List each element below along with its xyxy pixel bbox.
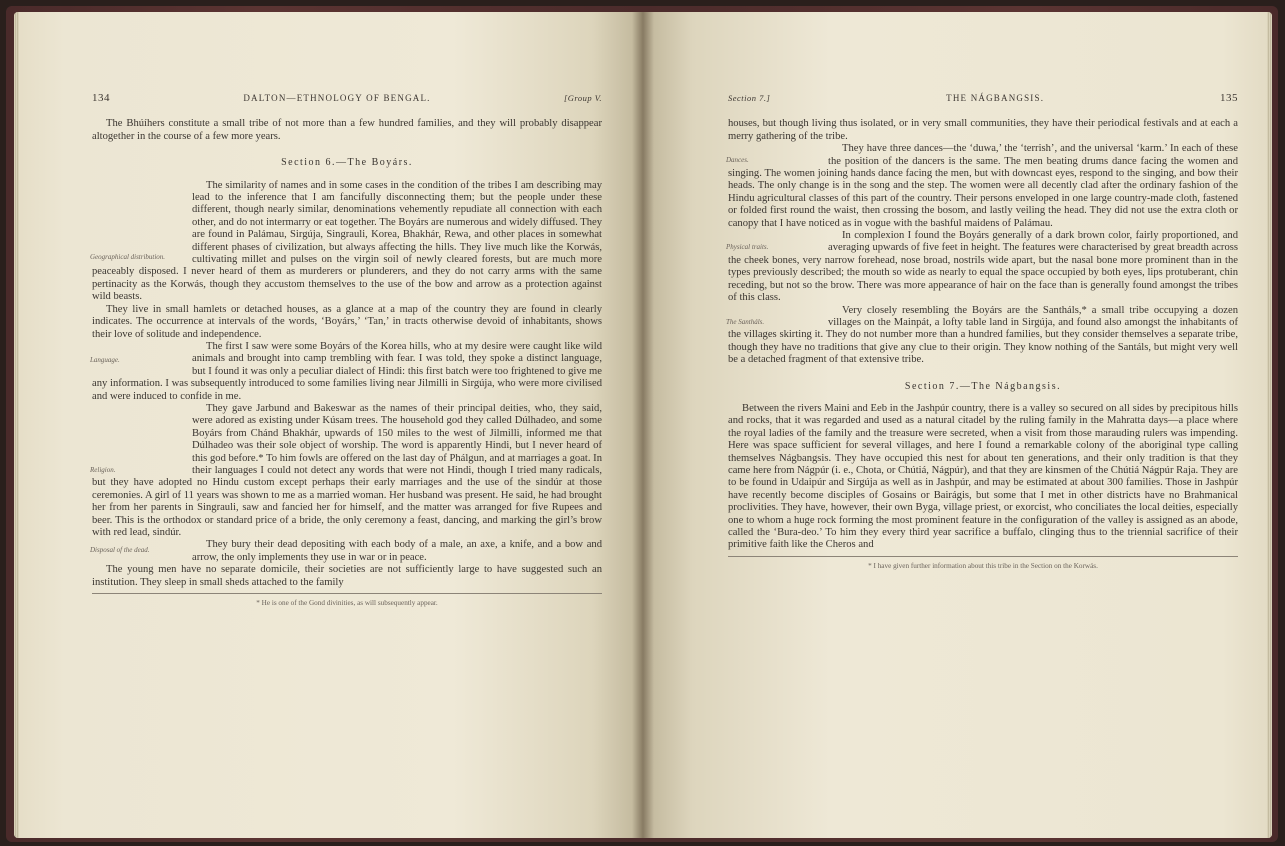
right-paragraph-1: houses, but though living thus isolated, or in very small communities, they have their periodical festivals and at each a merry gathering of the tribe. bbox=[728, 118, 1238, 142]
left-page-number: 134 bbox=[92, 92, 110, 104]
left-paragraph-5 bbox=[92, 539, 602, 564]
right-section-title: Section 7.—The Nágbangsis. bbox=[904, 380, 1062, 392]
right-footnote: * I have given further information about this tribe in the Section on the Korwás. bbox=[868, 561, 1098, 570]
open-book bbox=[14, 12, 1272, 838]
left-footnote-rule bbox=[92, 593, 602, 594]
left-opening-paragraph: The Bhúíhers constitute a small tribe of not more than a few hundred families, and they will probably disappear altogether in the course of a few more years. bbox=[92, 118, 602, 142]
left-paragraph-1 bbox=[92, 180, 602, 304]
left-page bbox=[14, 12, 642, 838]
margin-note-language: Language. bbox=[90, 355, 120, 364]
margin-note-geo: Geographical distribution. bbox=[90, 252, 166, 261]
right-section-ref: Section 7.] bbox=[728, 93, 771, 103]
left-paragraph-3-text: The first I saw were some Boyárs of the Korea hills, who at my desire were caught like wild animals and brought into camp trembling with fear. I was told, they spoke a distinct language, but I found it was only a peculiar dialect of Hindi: this first batch were too frightened to give me any information. I was subsequently introduced to some families living near Jilmilli in Sirgúja, who were more civilised and were induced to confide in me. bbox=[92, 340, 602, 402]
left-paragraph-6: The young men have no separate domicile, their societies are not sufficiently large to have suggested such an institution. They sleep in small sheds attached to the family bbox=[92, 564, 602, 588]
left-paragraph-5-text: They bury their dead depositing with each body of a male, an axe, a knife, and a bow and arrow, the only implements they use in war or in peace. bbox=[192, 539, 602, 563]
left-running-title: DALTON—ETHNOLOGY OF BENGAL. bbox=[243, 93, 431, 103]
left-text-block bbox=[92, 92, 602, 609]
right-page bbox=[642, 12, 1272, 838]
right-running-title: THE NÁGBANGSIS. bbox=[946, 93, 1045, 103]
left-footnote: * He is one of the Gond divinities, as will subsequently appear. bbox=[256, 599, 438, 608]
margin-note-religion: Religion. bbox=[90, 465, 116, 474]
right-page-number: 135 bbox=[1220, 92, 1238, 104]
book-gutter bbox=[632, 12, 654, 838]
left-section-ref: [Group V. bbox=[563, 93, 602, 103]
right-footnote-rule bbox=[728, 556, 1238, 557]
right-text-block bbox=[728, 92, 1238, 572]
right-paragraph-3-text: In complexion I found the Boyárs generally of a dark brown color, fairly proportioned, and averaging upwards of five feet in height. The features were characterised by great breadth across the cheek bones, very narrow forehead, nose broad, nostrils wide apart, but the nasal bone more prominent than in the types previously described; the mouth so wide as nearly to equal the space occupied by both eyes, lips protuberant, chin receding, but not so the brow. There was more appearance of hair on the face than is generally found amongst the tribes of this class. bbox=[728, 230, 1238, 304]
margin-note-physical: Physical traits. bbox=[726, 243, 769, 252]
left-paragraph-4 bbox=[92, 403, 602, 539]
right-paragraph-4 bbox=[728, 305, 1238, 367]
left-paragraph-4-text: They gave Jarbund and Bakeswar as the names of their principal deities, who, they said, were adored as existing under Kúsam trees. The household god they called Dúlhadeo, and some Boyárs from Chánd Bhakhár, upwards of 150 miles to the west of Jilmilli, informed me that Dúlhadeo was their sole object of worship. The word is apparently Hindi, but I never heard of this god before.* To him fowls are offered on the last day of Phálgun, and at marriages a goat. In their languages I could not detect any words that were not Hindi, though I tried many radicals, but they have adopted no Hindu custom except perhaps their early marriages and the use of the sindúr at those ceremonies. A girl of 11 years was shown to me as a married woman. Her husband was present. He said, he had brought her from her parents in Singrauli, saw and fancied her for himself, and the matter was arranged for five Rupees and beer. This is the orthodox or standard price of a bride, the only ceremony a feast, dancing, and marking the girl’s brow with red lead, sindúr. bbox=[92, 402, 602, 538]
right-paragraph-2-text: They have three dances—the ‘duwa,’ the ‘terrish’, and the universal ‘karm.’ In each of these the position of the dancers is the same. The men beating drums dance facing the women and singing. The women joining hands dance facing the men, but with downcast eyes, respond to the singing, and bow their heads. The only change is in the song and the step. The women were all decently clad after the ordinary fashion of the Hindu agricultural classes of this part of the country. Their persons enveloped in one large country-made cloth, fastened or folded first round the waist, then crossing the bosom, and lastly veiling the head. They did not use the extra cloth or canopy that I have noticed as in vogue with the bashful maidens of Palámau. bbox=[728, 143, 1238, 229]
margin-note-dances: Dances. bbox=[726, 156, 749, 165]
margin-note-santhals: The Santháls. bbox=[726, 317, 765, 326]
left-paragraph-2: They live in small hamlets or detached houses, as a glance at a map of the country they are found in clearly indicates. The occurrence at intervals of the words, ‘Boyárs,’ ‘Tan,’ in tracts otherwise devoid of inhabitants, shows their love of solitude and independence. bbox=[92, 303, 602, 340]
right-paragraph-2 bbox=[728, 143, 1238, 230]
right-paragraph-4-text: Very closely resembling the Boyárs are the Santháls,* a small tribe occupying a dozen villages on the Mainpát, a lofty table land in Sirgúja, and found also amongst the inhabitants of the villages skirting it. They do not number more than a hundred families, but they consider themselves a separate tribe, though they have no traditions that give any clue to their origin. They know nothing of the Santáls, but might very well be a detached fragment of that extensive tribe. bbox=[728, 304, 1238, 366]
right-header bbox=[728, 92, 1238, 104]
left-header bbox=[92, 92, 602, 104]
right-paragraph-5: Between the rivers Maini and Eeb in the Jashpúr country, there is a valley so secured on all sides by precipitous hills and rocks, that it was regarded and used as a natural citadel by the ruling family in the Mahratta days—a place where the royal ladies of the family and the treasure were secreted, when a visit from those marauding rulers was impending. Here was space sufficient for several villages, and here I found a remarkable colony of the aboriginal type calling themselves Nágbangsis. They have occupied this nest for about ten generations, and their only tradition is that they came here from Nágpúr (i. e., Chota, or Chútiá, Nágpúr), and that they are kinsmen of the Chútiá Nágpúr Raja. They are to be found in Udaipúr and Sirgúja as well as in Jashpúr, and may be estimated at about 300 families. Those in Jashpúr have recently become disciples of Gosains or Bairágis, but some that I met in other districts have no Brahmanical proclivities. They have, however, their own Byga, village priest, or exorcist, who conciliates the local deities, especially one to whom a huge rock forming the most prominent feature in the configuration of the valley is assigned as an abode, called the ‘Bura-deo.’ To him they every third year sacrifice a buffalo, clinging thus to the triennial sacrifice of their primitive faith like the Cheros and bbox=[728, 402, 1238, 551]
margin-note-dead: Disposal of the dead. bbox=[90, 546, 150, 555]
left-page-edges bbox=[14, 12, 19, 838]
right-page-edges bbox=[1267, 12, 1272, 838]
left-paragraph-1-text: The similarity of names and in some cases in the condition of the tribes I am describing may lead to the inference that I am fancifully disconnecting them; but the people under these different, though nearly similar, denominations vehemently repudiate all connection with each other, and do not intermarry or eat together. The Boyárs are numerous and widely diffused. They are found in Palámau, Sirgúja, Singrauli, Korea, Bhakhár, Rewa, and other places in somewhat different phases of civilization, but always affecting the hills. They live much like the Korwás, cultivating millet and pulses on the virgin soil of newly cleared forests, but are much more peaceably disposed. I never heard of them as murderers or plunderers, and they do not carry arms with the same pertinacity as the Korwás, though they accustom themselves to the use of the bow and arrow as a protection against wild beasts. bbox=[92, 179, 602, 303]
left-section-title: Section 6.—The Boyárs. bbox=[281, 157, 413, 169]
left-paragraph-3 bbox=[92, 341, 602, 403]
right-paragraph-3 bbox=[728, 230, 1238, 304]
